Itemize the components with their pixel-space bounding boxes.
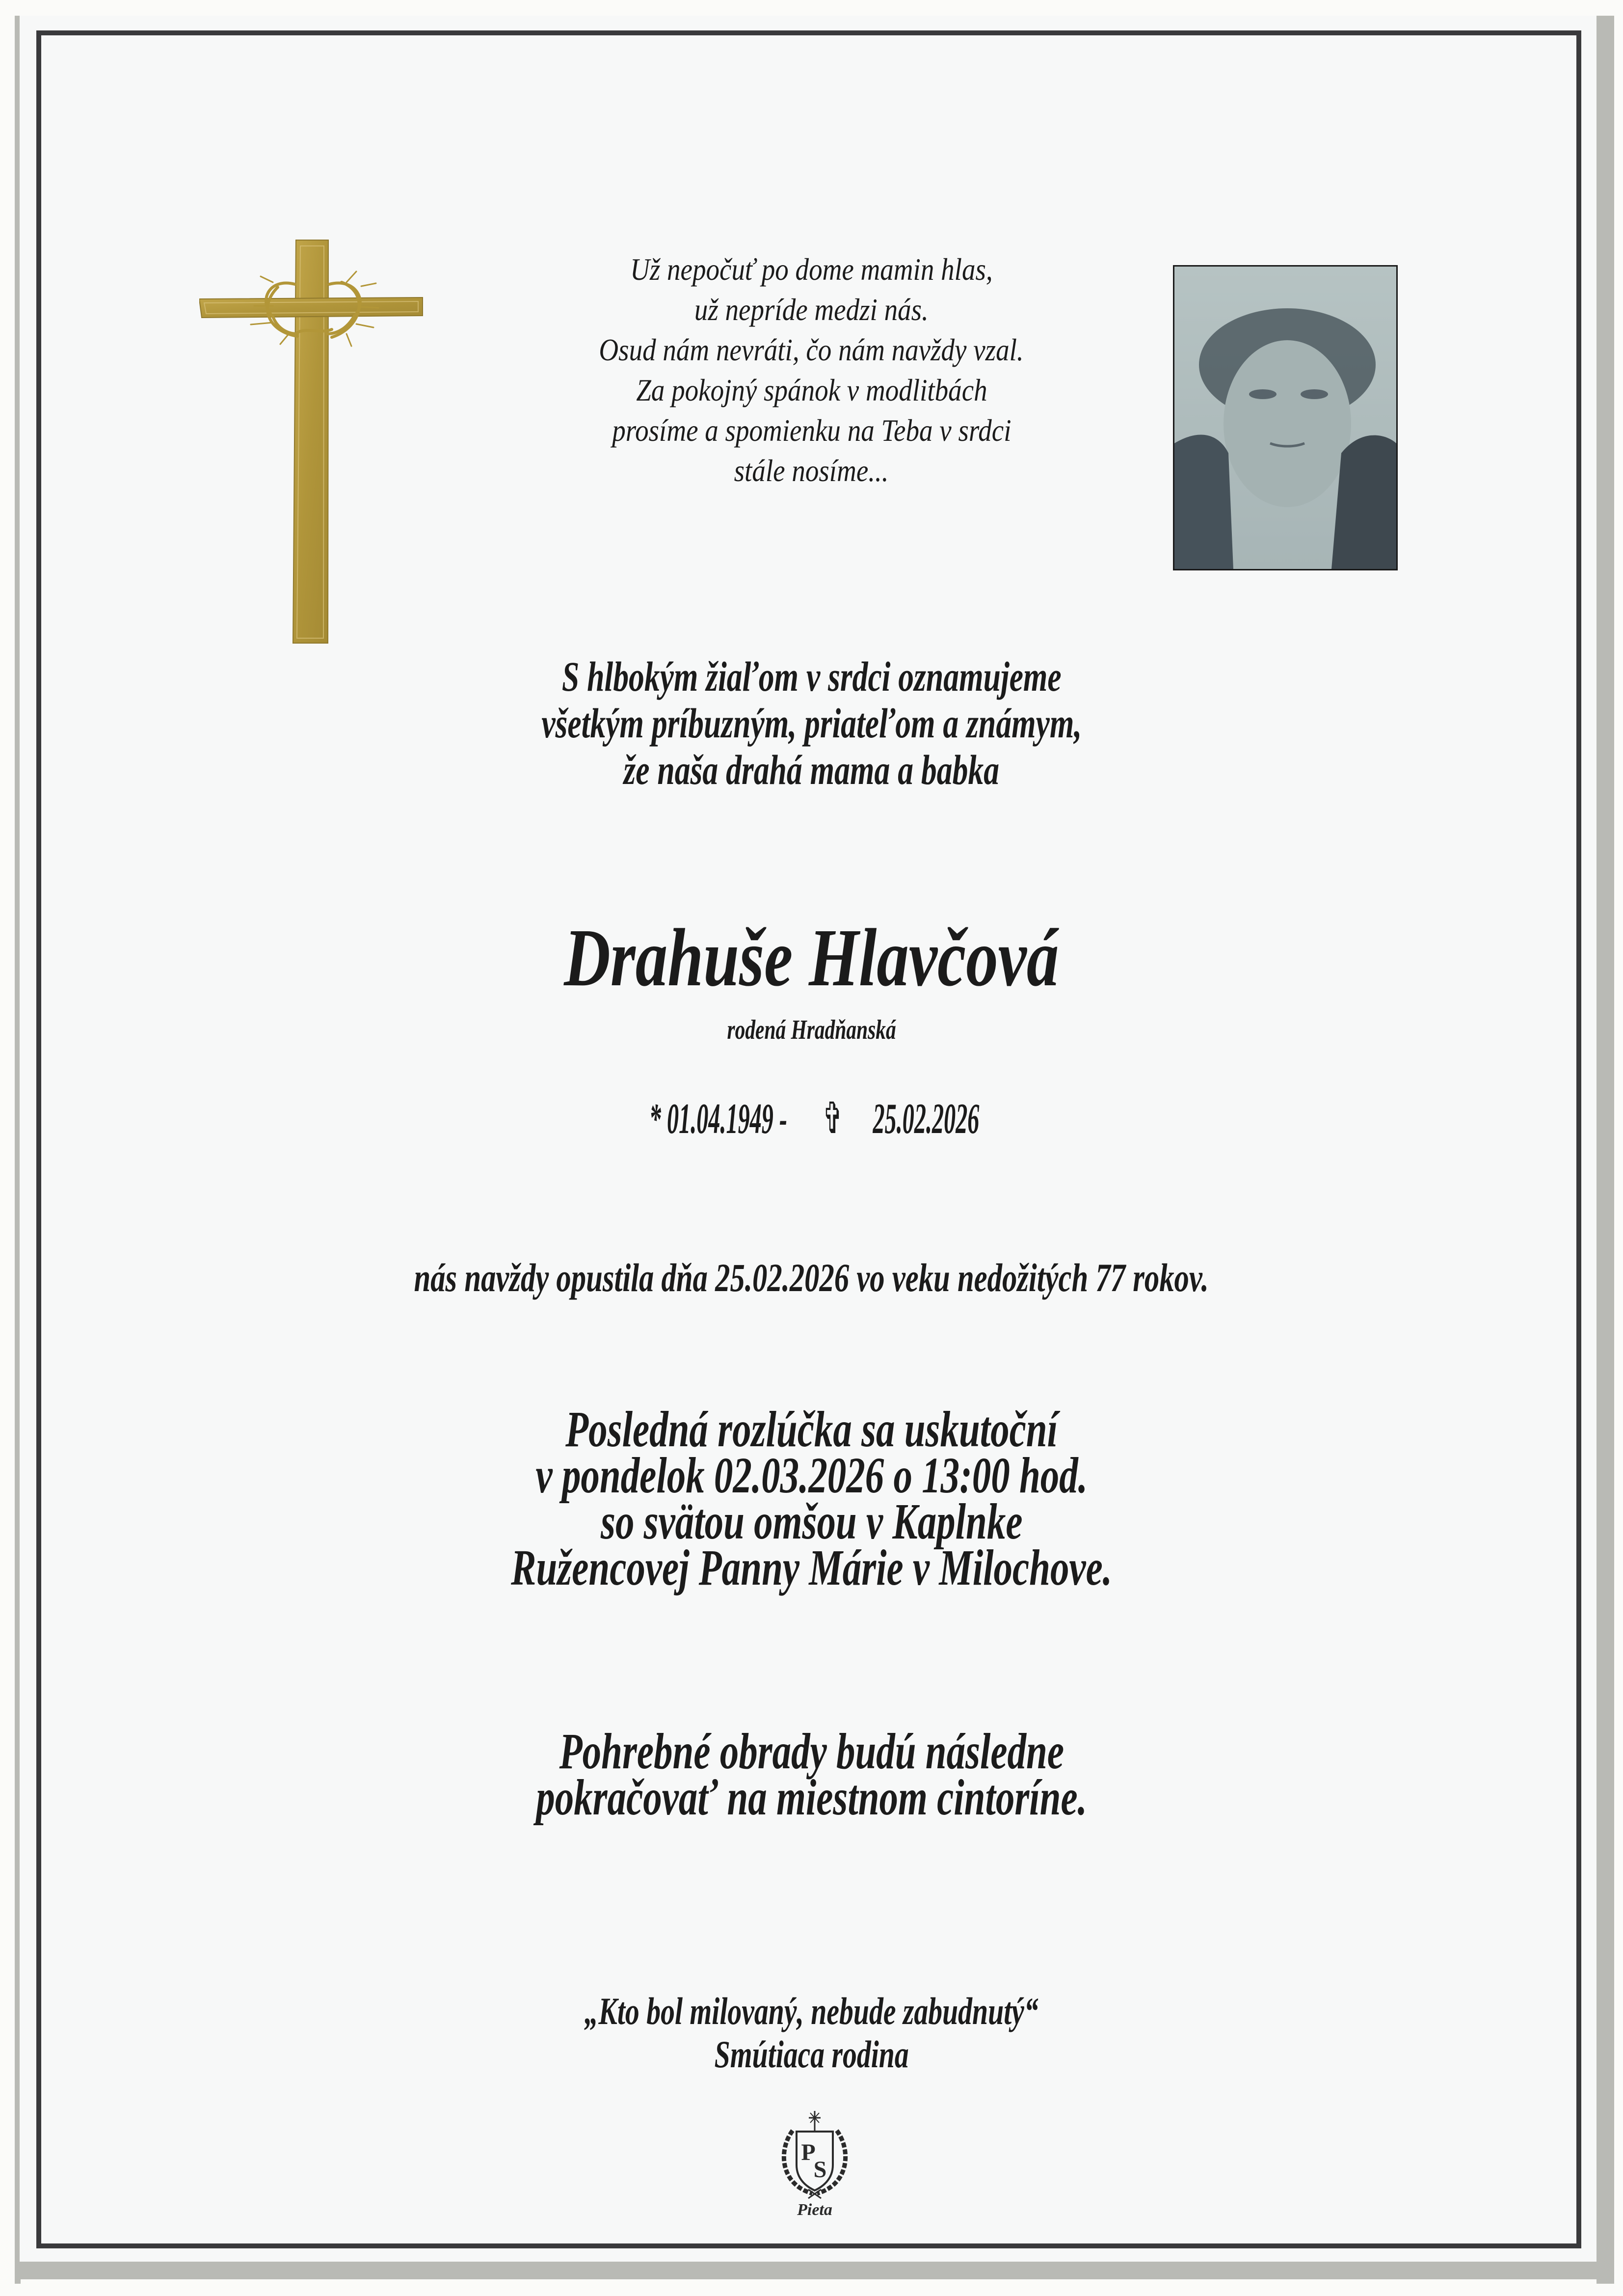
ceremony-line: so svätou omšou v Kaplnke: [600, 1493, 1023, 1550]
burial-line: Pohrebné obrady budú následne: [559, 1723, 1064, 1780]
poem-line: už nepríde medzi nás.: [694, 292, 929, 327]
scan-backing-bottom: [15, 2262, 1614, 2279]
logo-label: Pieta: [797, 2201, 832, 2219]
closing-quote: „Kto bol milovaný, nebude zabudnutý“: [584, 1990, 1039, 2032]
signature: Smútiaca rodina: [714, 2033, 909, 2076]
maiden-name: rodená Hradňanská: [727, 1015, 896, 1045]
pieta-logo-icon: [778, 2111, 851, 2219]
birth-date: * 01.04.1949 -: [649, 1095, 787, 1143]
svg-text:P: P: [801, 2139, 816, 2165]
latin-cross-icon: ✞: [823, 1095, 843, 1143]
svg-text:S: S: [813, 2157, 827, 2183]
deceased-name: Drahuše Hlavčová: [564, 912, 1059, 1003]
announcement-line: S hlbokým žiaľom v srdci oznamujeme: [561, 653, 1062, 700]
announcement-line: všetkým príbuzným, priateľom a známym,: [541, 700, 1082, 747]
poem-line: Osud nám nevráti, čo nám navždy vzal.: [599, 332, 1024, 367]
life-dates: [0, 1093, 1623, 1144]
poem-line: stále nosíme...: [734, 453, 889, 488]
portrait-photo: [1173, 265, 1398, 570]
poem-line: Už nepočuť po dome mamin hlas,: [630, 252, 993, 287]
death-notice: nás navždy opustila dňa 25.02.2026 vo veku nedožitých 77 rokov.: [414, 1255, 1209, 1300]
burial-line: pokračovať na miestnom cintoríne.: [536, 1769, 1087, 1826]
ceremony-line: Posledná rozlúčka sa uskutoční: [565, 1401, 1058, 1458]
poem-line: prosíme a spomienku na Teba v srdci: [612, 413, 1011, 448]
ceremony-line: v pondelok 02.03.2026 o 13:00 hod.: [535, 1447, 1088, 1504]
poem-line: Za pokojný spánok v modlitbách: [636, 373, 987, 407]
ceremony-line: Ružencovej Panny Márie v Milochove.: [511, 1540, 1112, 1596]
announcement-line: že naša drahá mama a babka: [623, 746, 1000, 793]
death-date: 25.02.2026: [873, 1095, 980, 1143]
